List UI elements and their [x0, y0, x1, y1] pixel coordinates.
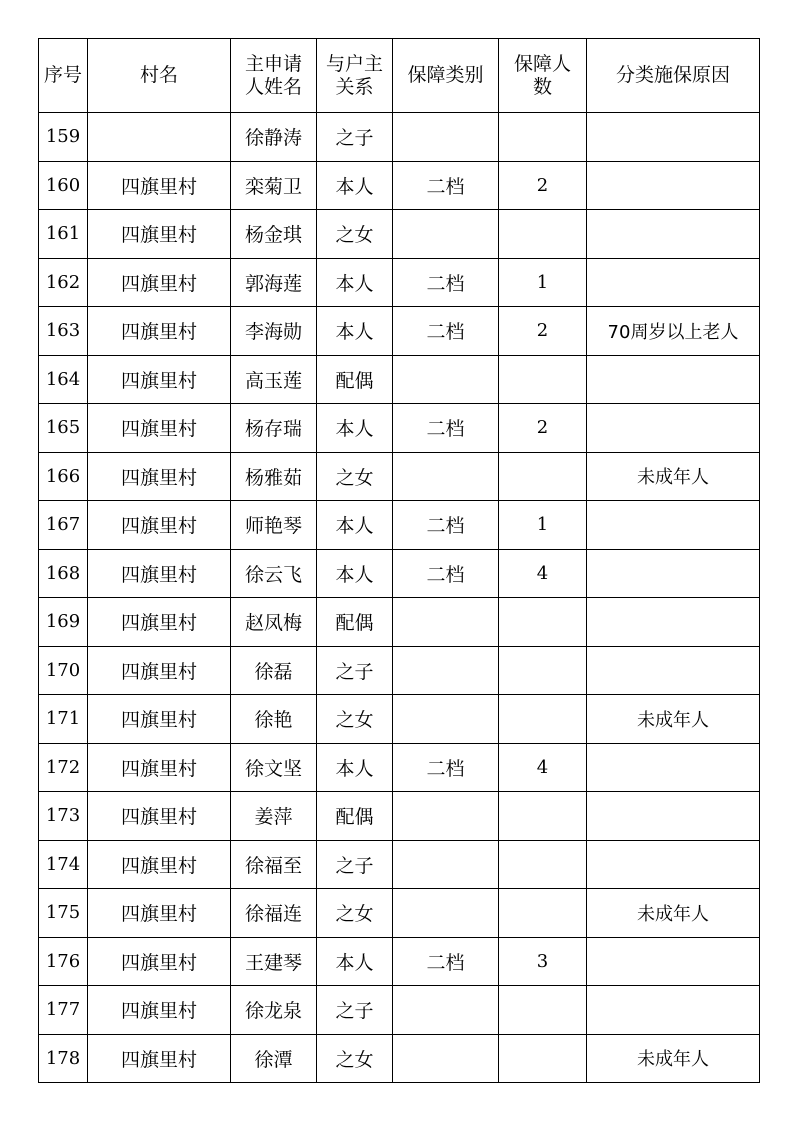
table-row [39, 501, 760, 550]
cell-category [393, 598, 499, 647]
cell-category: 二档 [393, 743, 499, 792]
cell-category [393, 889, 499, 938]
cell-count: 1 [499, 501, 587, 550]
cell-category [393, 113, 499, 162]
cell-seq: 167 [39, 501, 88, 550]
cell-count: 2 [499, 161, 587, 210]
cell-count: 3 [499, 937, 587, 986]
header-applicant-line1: 主申请 [244, 52, 302, 75]
header-seq: 序号 [39, 39, 88, 113]
header-category: 保障类别 [393, 39, 499, 113]
header-count-line1: 保障人 [513, 52, 571, 75]
table-row [39, 840, 760, 889]
cell-relation: 本人 [317, 404, 393, 453]
table-row [39, 258, 760, 307]
cell-seq: 159 [39, 113, 88, 162]
cell-relation: 之子 [317, 113, 393, 162]
cell-applicant-name: 李海勋 [231, 307, 317, 356]
cell-count [499, 840, 587, 889]
cell-applicant-name: 徐福至 [231, 840, 317, 889]
header-relation [317, 39, 393, 113]
cell-reason [587, 986, 760, 1035]
cell-count [499, 986, 587, 1035]
cell-relation: 之子 [317, 646, 393, 695]
cell-village: 四旗里村 [88, 355, 231, 404]
cell-category [393, 792, 499, 841]
table-row [39, 113, 760, 162]
cell-applicant-name: 徐龙泉 [231, 986, 317, 1035]
table-row [39, 695, 760, 744]
cell-count [499, 452, 587, 501]
cell-relation: 本人 [317, 937, 393, 986]
cell-applicant-name: 杨存瑞 [231, 404, 317, 453]
cell-relation: 本人 [317, 161, 393, 210]
cell-applicant-name: 郭海莲 [231, 258, 317, 307]
cell-category [393, 986, 499, 1035]
table-row [39, 986, 760, 1035]
cell-seq: 163 [39, 307, 88, 356]
cell-applicant-name: 徐潭 [231, 1034, 317, 1083]
cell-village: 四旗里村 [88, 258, 231, 307]
cell-reason: 70周岁以上老人 [587, 307, 760, 356]
cell-relation: 本人 [317, 258, 393, 307]
cell-reason [587, 210, 760, 259]
cell-category: 二档 [393, 404, 499, 453]
cell-relation: 配偶 [317, 355, 393, 404]
cell-reason [587, 743, 760, 792]
cell-applicant-name: 徐福连 [231, 889, 317, 938]
header-row [39, 39, 760, 113]
cell-relation: 之子 [317, 986, 393, 1035]
cell-seq: 176 [39, 937, 88, 986]
cell-village: 四旗里村 [88, 646, 231, 695]
cell-seq: 173 [39, 792, 88, 841]
cell-relation: 之女 [317, 1034, 393, 1083]
welfare-table [38, 38, 760, 1083]
cell-reason [587, 501, 760, 550]
cell-applicant-name: 姜萍 [231, 792, 317, 841]
header-applicant-line2: 人姓名 [244, 75, 302, 98]
cell-reason [587, 549, 760, 598]
cell-category [393, 1034, 499, 1083]
cell-reason [587, 937, 760, 986]
cell-village: 四旗里村 [88, 404, 231, 453]
header-applicant [231, 39, 317, 113]
cell-village: 四旗里村 [88, 307, 231, 356]
cell-category [393, 695, 499, 744]
cell-seq: 172 [39, 743, 88, 792]
cell-applicant-name: 徐艳 [231, 695, 317, 744]
cell-count [499, 889, 587, 938]
table-row [39, 452, 760, 501]
cell-reason [587, 113, 760, 162]
cell-seq: 177 [39, 986, 88, 1035]
cell-count [499, 355, 587, 404]
cell-reason [587, 598, 760, 647]
table-row [39, 404, 760, 453]
cell-category: 二档 [393, 161, 499, 210]
cell-reason [587, 161, 760, 210]
cell-count [499, 1034, 587, 1083]
header-relation-line1: 与户主 [325, 52, 383, 75]
cell-count: 4 [499, 743, 587, 792]
cell-category [393, 355, 499, 404]
cell-village: 四旗里村 [88, 792, 231, 841]
cell-seq: 170 [39, 646, 88, 695]
cell-category: 二档 [393, 258, 499, 307]
cell-count [499, 695, 587, 744]
cell-seq: 161 [39, 210, 88, 259]
cell-village: 四旗里村 [88, 937, 231, 986]
cell-seq: 164 [39, 355, 88, 404]
cell-count [499, 792, 587, 841]
cell-reason: 未成年人 [587, 452, 760, 501]
cell-applicant-name: 杨金琪 [231, 210, 317, 259]
cell-relation: 之女 [317, 889, 393, 938]
cell-category [393, 840, 499, 889]
table-row [39, 598, 760, 647]
cell-relation: 配偶 [317, 598, 393, 647]
cell-applicant-name: 师艳琴 [231, 501, 317, 550]
cell-applicant-name: 赵凤梅 [231, 598, 317, 647]
cell-reason: 未成年人 [587, 695, 760, 744]
cell-village: 四旗里村 [88, 501, 231, 550]
cell-count: 4 [499, 549, 587, 598]
cell-seq: 174 [39, 840, 88, 889]
cell-count: 2 [499, 307, 587, 356]
cell-village: 四旗里村 [88, 1034, 231, 1083]
cell-relation: 配偶 [317, 792, 393, 841]
cell-seq: 160 [39, 161, 88, 210]
header-count-line2: 数 [532, 75, 552, 98]
cell-count [499, 646, 587, 695]
cell-applicant-name: 徐磊 [231, 646, 317, 695]
cell-village: 四旗里村 [88, 986, 231, 1035]
table-row [39, 1034, 760, 1083]
cell-count [499, 598, 587, 647]
table-row [39, 210, 760, 259]
cell-village [88, 113, 231, 162]
cell-reason: 未成年人 [587, 1034, 760, 1083]
cell-reason [587, 646, 760, 695]
cell-relation: 本人 [317, 307, 393, 356]
cell-reason: 未成年人 [587, 889, 760, 938]
table-row [39, 549, 760, 598]
cell-seq: 162 [39, 258, 88, 307]
cell-village: 四旗里村 [88, 695, 231, 744]
cell-seq: 166 [39, 452, 88, 501]
cell-village: 四旗里村 [88, 889, 231, 938]
cell-applicant-name: 徐文坚 [231, 743, 317, 792]
cell-seq: 169 [39, 598, 88, 647]
cell-reason [587, 840, 760, 889]
cell-applicant-name: 徐云飞 [231, 549, 317, 598]
cell-applicant-name: 高玉莲 [231, 355, 317, 404]
header-count [499, 39, 587, 113]
cell-village: 四旗里村 [88, 840, 231, 889]
cell-category: 二档 [393, 501, 499, 550]
cell-applicant-name: 栾菊卫 [231, 161, 317, 210]
cell-category [393, 646, 499, 695]
table-row [39, 937, 760, 986]
cell-seq: 165 [39, 404, 88, 453]
cell-category: 二档 [393, 937, 499, 986]
cell-village: 四旗里村 [88, 452, 231, 501]
cell-category [393, 210, 499, 259]
cell-count [499, 210, 587, 259]
cell-applicant-name: 王建琴 [231, 937, 317, 986]
table-row [39, 743, 760, 792]
table-row [39, 646, 760, 695]
cell-relation: 本人 [317, 549, 393, 598]
cell-reason [587, 404, 760, 453]
cell-category: 二档 [393, 549, 499, 598]
cell-reason [587, 792, 760, 841]
cell-count: 2 [499, 404, 587, 453]
cell-seq: 168 [39, 549, 88, 598]
table-row [39, 355, 760, 404]
cell-relation: 之女 [317, 695, 393, 744]
cell-village: 四旗里村 [88, 743, 231, 792]
cell-relation: 本人 [317, 743, 393, 792]
cell-seq: 171 [39, 695, 88, 744]
cell-relation: 之女 [317, 210, 393, 259]
header-reason: 分类施保原因 [587, 39, 760, 113]
cell-seq: 178 [39, 1034, 88, 1083]
cell-count [499, 113, 587, 162]
cell-village: 四旗里村 [88, 549, 231, 598]
cell-relation: 之女 [317, 452, 393, 501]
header-village: 村名 [88, 39, 231, 113]
cell-seq: 175 [39, 889, 88, 938]
table-row [39, 307, 760, 356]
cell-village: 四旗里村 [88, 210, 231, 259]
cell-relation: 本人 [317, 501, 393, 550]
table-body [39, 113, 760, 1083]
cell-village: 四旗里村 [88, 161, 231, 210]
cell-applicant-name: 徐静涛 [231, 113, 317, 162]
table-row [39, 161, 760, 210]
cell-applicant-name: 杨雅茹 [231, 452, 317, 501]
cell-category [393, 452, 499, 501]
table-row [39, 792, 760, 841]
cell-village: 四旗里村 [88, 598, 231, 647]
header-relation-line2: 关系 [335, 75, 374, 98]
cell-count: 1 [499, 258, 587, 307]
cell-reason [587, 258, 760, 307]
table-row [39, 889, 760, 938]
cell-relation: 之子 [317, 840, 393, 889]
cell-category: 二档 [393, 307, 499, 356]
cell-reason [587, 355, 760, 404]
